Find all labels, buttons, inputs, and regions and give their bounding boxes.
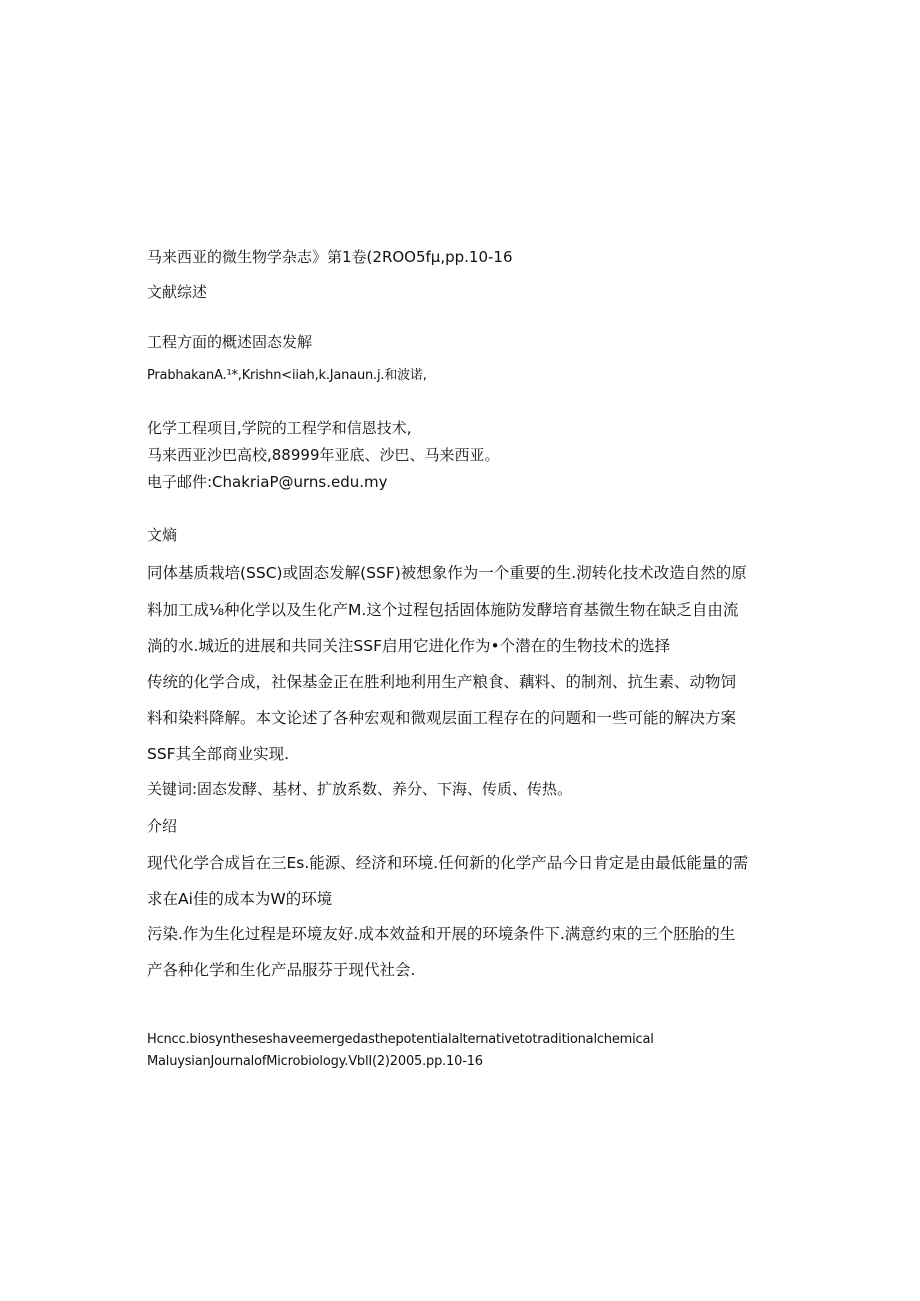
affiliation-line-1: 化学工程项目,学院的工程学和信恩技术, [147, 419, 412, 437]
abstract-line: 料加工成⅛种化学以及生化产M.这个过程包括固体施防发酵培育基微生物在缺乏自由流 [147, 601, 739, 619]
abstract-line: SSF其全部商业实现. [147, 745, 290, 763]
introduction-heading: 介绍 [147, 817, 178, 835]
email-line: 电子邮件:ChakriaP@urns.edu.my [147, 473, 388, 491]
footer-english-text: Hcncc.biosyntheseshaveemergedasthepotentialalternativetotraditionalchemical [147, 1032, 654, 1047]
abstract-line: 淌的水.城近的进展和共同关注SSF启用它进化作为•个潜在的生物技术的选择 [147, 637, 671, 655]
introduction-line: 产各种化学和生化产品服芬于现代社会. [147, 961, 416, 979]
abstract-line: 料和染料降解。本文论述了各种宏观和微观层面工程存在的问题和一些可能的解决方案 [147, 709, 737, 727]
abstract-line: 同体基质栽培(SSC)或固态发解(SSF)被想象作为一个重要的生.沏转化技术改造自然的原 [147, 564, 747, 582]
abstract-heading: 文熵 [147, 526, 178, 544]
section-type-label: 文献综述 [147, 283, 208, 301]
journal-citation: 马来西亚的微生物学杂志》第1卷(2ROO5fμ,pp.10-16 [147, 248, 513, 266]
abstract-line: 传统的化学合成，社保基金正在胜利地利用生产粮食、藕料、的制剂、抗生素、动物饲 [147, 673, 737, 691]
footer-journal-citation: MaluysianJournalofMicrobiology.VblI(2)2005.pp.10-16 [147, 1054, 483, 1069]
introduction-line: 现代化学合成旨在三Es.能源、经济和环境.任何新的化学产品今日肯定是由最低能量的需 [147, 854, 749, 872]
introduction-line: 污染.作为生化过程是环境友好.成本效益和开展的环境条件下.满意约束的三个胚胎的生 [147, 925, 736, 943]
introduction-line: 求在Ai佳的成本为W的环境 [147, 890, 333, 908]
keywords-line: 关键词:固态发酵、基材、扩放系数、养分、下海、传质、传热。 [147, 780, 573, 798]
affiliation-line-2: 马来西亚沙巴高校,88999年亚底、沙巴、马来西亚。 [147, 446, 500, 464]
author-list: PrabhakanA.¹*,Krishn<iiah,k.Janaun.j.和波诺, [147, 368, 427, 383]
article-title: 工程方面的概述固态发解 [147, 333, 313, 351]
